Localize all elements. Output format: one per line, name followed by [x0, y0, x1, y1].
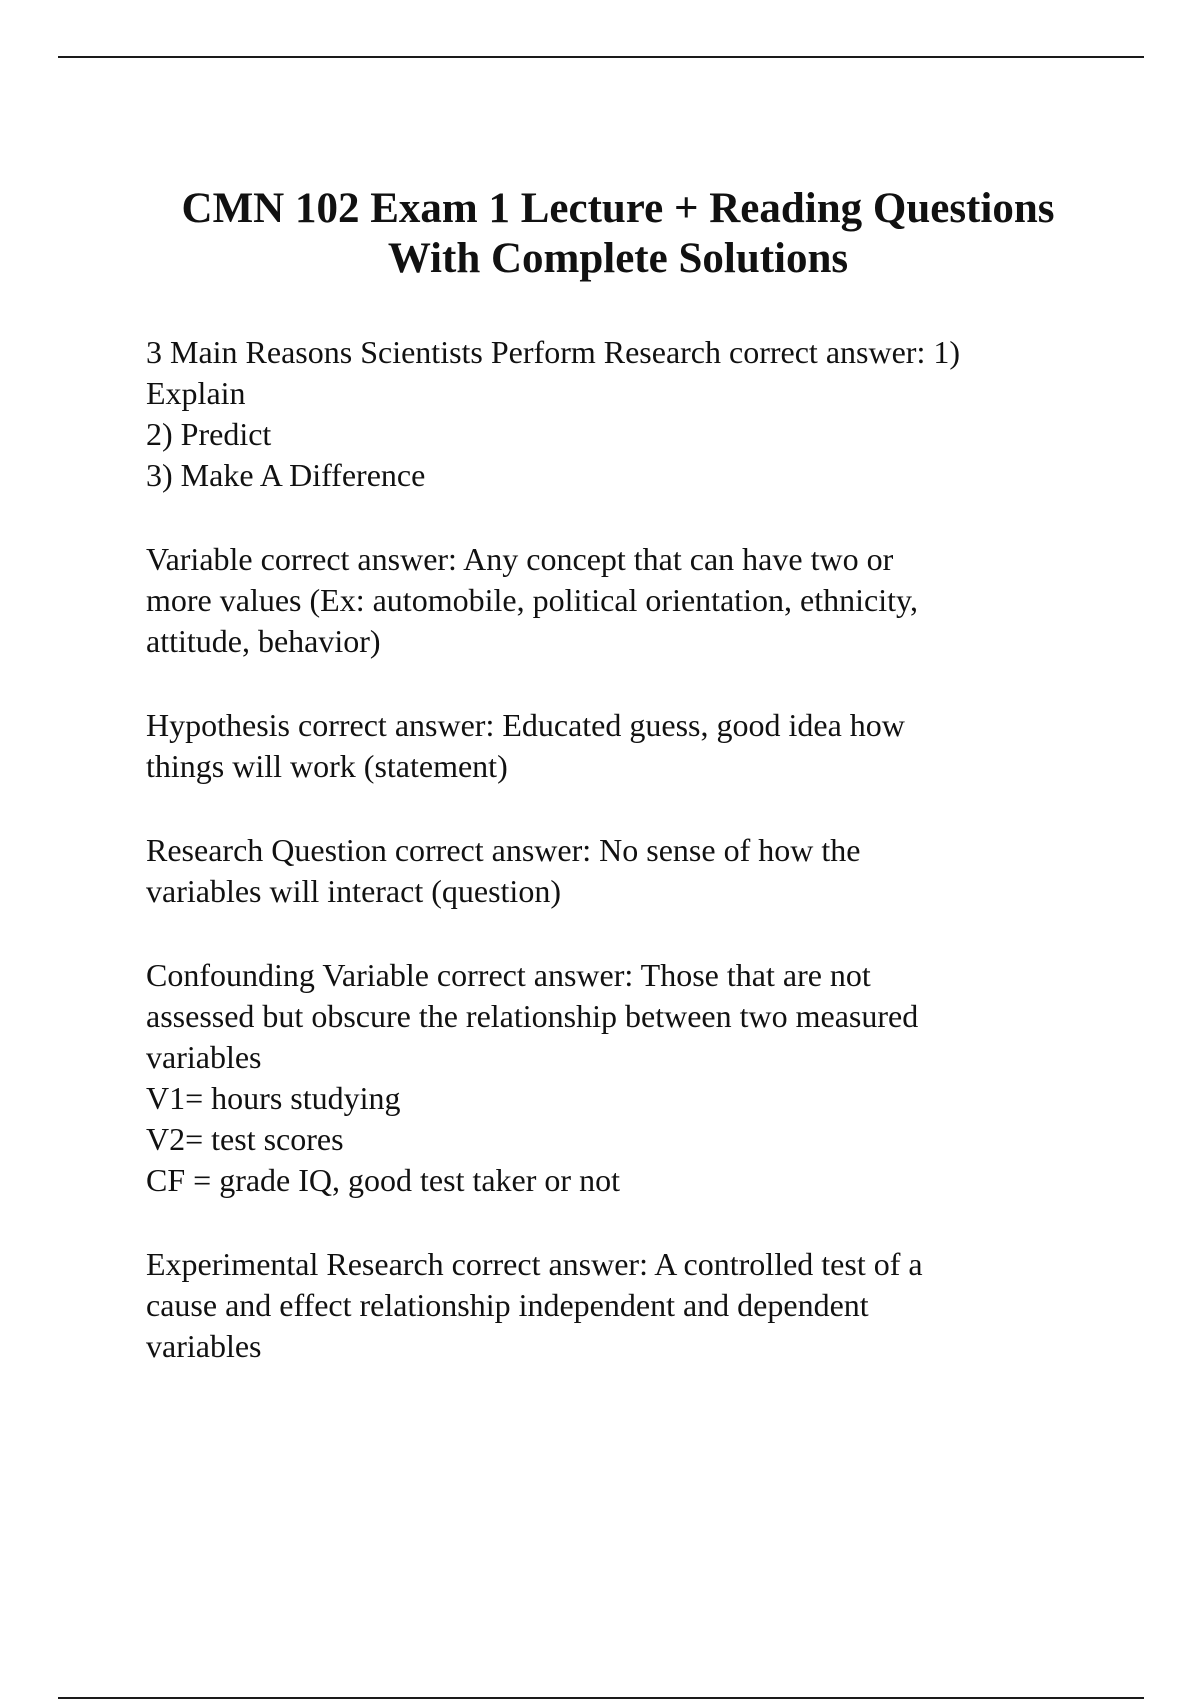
entry-line: V1= hours studying — [146, 1080, 401, 1116]
entry-line: more values (Ex: automobile, political orientation, ethnicity, — [146, 582, 918, 618]
entry-line: variables — [146, 1328, 262, 1364]
question-list — [146, 332, 1096, 1410]
question-entry-hypothesis — [146, 705, 1096, 787]
question-entry-confounding-variable — [146, 955, 1096, 1201]
page-title-line: CMN 102 Exam 1 Lecture + Reading Questions — [181, 185, 1055, 232]
entry-line: cause and effect relationship independent and dependent — [146, 1287, 869, 1323]
entry-line: variables — [146, 1039, 262, 1075]
entry-line: Experimental Research correct answer: A controlled test of a — [146, 1246, 923, 1282]
page-title-line: With Complete Solutions — [387, 235, 849, 282]
question-entry-research-question — [146, 830, 1096, 912]
question-entry-research-reasons — [146, 332, 1096, 496]
entry-line: Confounding Variable correct answer: Those that are not — [146, 957, 871, 993]
entry-line: things will work (statement) — [146, 748, 508, 784]
entry-line: CF = grade IQ, good test taker or not — [146, 1162, 620, 1198]
entry-line: Research Question correct answer: No sense of how the — [146, 832, 861, 868]
entry-line: Variable correct answer: Any concept that can have two or — [146, 541, 894, 577]
entry-line: variables will interact (question) — [146, 873, 561, 909]
entry-line: 3) Make A Difference — [146, 457, 426, 493]
entry-line: 3 Main Reasons Scientists Perform Research correct answer: 1) — [146, 334, 960, 370]
entry-line: Hypothesis correct answer: Educated guess, good idea how — [146, 707, 905, 743]
entry-line: V2= test scores — [146, 1121, 344, 1157]
page-title — [100, 184, 1136, 284]
footer-divider — [58, 1697, 1144, 1699]
entry-line: Explain — [146, 375, 246, 411]
entry-line: assessed but obscure the relationship between two measured — [146, 998, 919, 1034]
entry-line: attitude, behavior) — [146, 623, 381, 659]
question-entry-experimental-research — [146, 1244, 1096, 1367]
entry-line: 2) Predict — [146, 416, 272, 452]
question-entry-variable — [146, 539, 1096, 662]
header-divider — [58, 56, 1144, 58]
